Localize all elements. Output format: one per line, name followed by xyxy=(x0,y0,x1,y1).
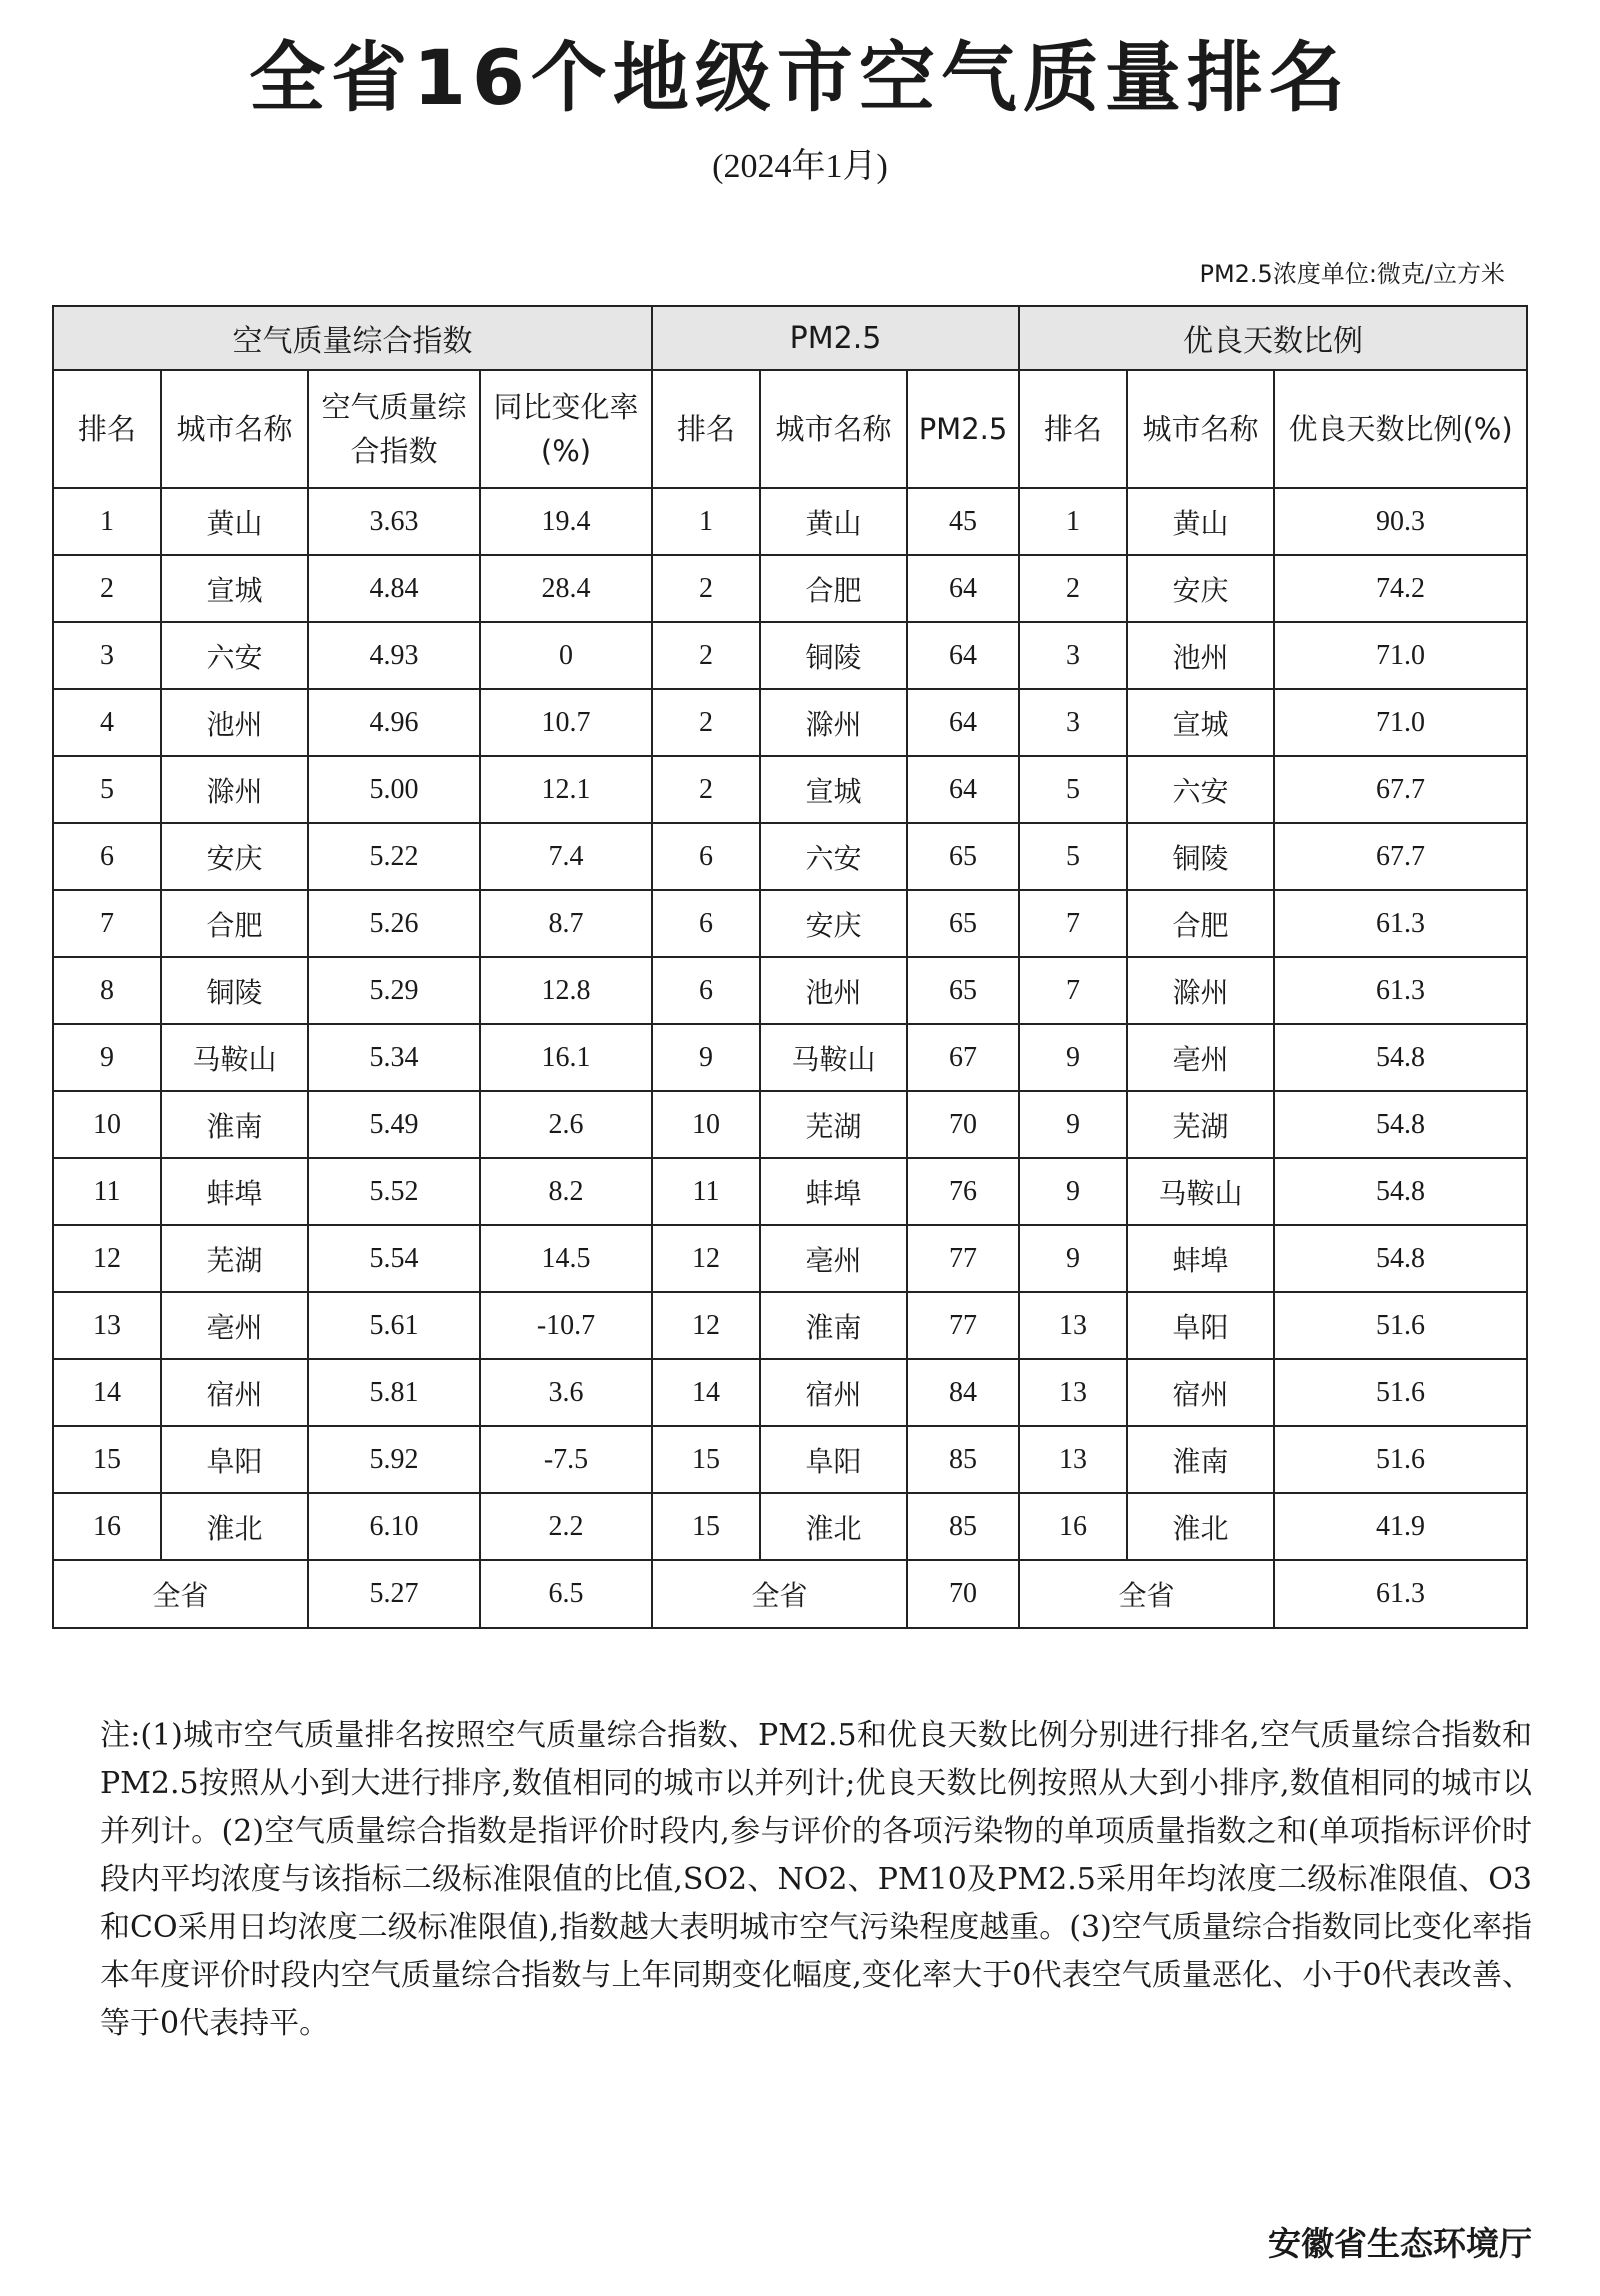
cell-aqi-city: 芜湖 xyxy=(161,1225,308,1292)
cell-aqi-rank: 3 xyxy=(53,622,161,689)
cell-aqi-index: 3.63 xyxy=(308,488,480,555)
cell-pm-rank: 14 xyxy=(652,1359,760,1426)
cell-aqi-city: 黄山 xyxy=(161,488,308,555)
cell-good-ratio: 71.0 xyxy=(1274,689,1527,756)
cell-aqi-rank: 10 xyxy=(53,1091,161,1158)
cell-good-city: 芜湖 xyxy=(1127,1091,1274,1158)
cell-good-city: 池州 xyxy=(1127,622,1274,689)
total-aqi-index: 5.27 xyxy=(308,1560,480,1628)
cell-aqi-change: 8.2 xyxy=(480,1158,652,1225)
cell-aqi-city: 宣城 xyxy=(161,555,308,622)
cell-pm-rank: 2 xyxy=(652,622,760,689)
cell-pm-city: 宿州 xyxy=(760,1359,907,1426)
cell-good-rank: 13 xyxy=(1019,1359,1127,1426)
table-row xyxy=(53,689,1527,756)
total-pm: 70 xyxy=(907,1560,1019,1628)
cell-good-ratio: 71.0 xyxy=(1274,622,1527,689)
cell-aqi-city: 淮北 xyxy=(161,1493,308,1560)
cell-aqi-index: 5.22 xyxy=(308,823,480,890)
cell-aqi-city: 安庆 xyxy=(161,823,308,890)
cell-aqi-city: 淮南 xyxy=(161,1091,308,1158)
table-row xyxy=(53,488,1527,555)
cell-good-city: 六安 xyxy=(1127,756,1274,823)
cell-good-ratio: 67.7 xyxy=(1274,756,1527,823)
cell-pm-value: 85 xyxy=(907,1493,1019,1560)
col-header-city: 城市名称 xyxy=(1127,370,1274,488)
cell-aqi-change: -10.7 xyxy=(480,1292,652,1359)
cell-good-ratio: 41.9 xyxy=(1274,1493,1527,1560)
cell-pm-city: 淮南 xyxy=(760,1292,907,1359)
cell-good-city: 马鞍山 xyxy=(1127,1158,1274,1225)
cell-good-rank: 13 xyxy=(1019,1292,1127,1359)
cell-aqi-change: 12.1 xyxy=(480,756,652,823)
cell-aqi-change: 0 xyxy=(480,622,652,689)
cell-pm-value: 65 xyxy=(907,823,1019,890)
cell-good-rank: 5 xyxy=(1019,823,1127,890)
cell-good-ratio: 74.2 xyxy=(1274,555,1527,622)
cell-aqi-rank: 12 xyxy=(53,1225,161,1292)
cell-aqi-index: 5.00 xyxy=(308,756,480,823)
cell-pm-city: 马鞍山 xyxy=(760,1024,907,1091)
col-header-yoy: 同比变化率(%) xyxy=(480,370,652,488)
cell-pm-city: 铜陵 xyxy=(760,622,907,689)
cell-aqi-rank: 7 xyxy=(53,890,161,957)
cell-aqi-city: 铜陵 xyxy=(161,957,308,1024)
cell-aqi-city: 亳州 xyxy=(161,1292,308,1359)
cell-good-rank: 9 xyxy=(1019,1091,1127,1158)
cell-aqi-city: 马鞍山 xyxy=(161,1024,308,1091)
cell-aqi-city: 宿州 xyxy=(161,1359,308,1426)
cell-pm-rank: 11 xyxy=(652,1158,760,1225)
cell-good-ratio: 54.8 xyxy=(1274,1225,1527,1292)
cell-pm-value: 64 xyxy=(907,689,1019,756)
cell-good-ratio: 61.3 xyxy=(1274,890,1527,957)
cell-aqi-change: 2.2 xyxy=(480,1493,652,1560)
table-row xyxy=(53,957,1527,1024)
cell-aqi-rank: 8 xyxy=(53,957,161,1024)
cell-pm-city: 黄山 xyxy=(760,488,907,555)
cell-aqi-index: 5.29 xyxy=(308,957,480,1024)
cell-good-rank: 9 xyxy=(1019,1225,1127,1292)
cell-good-rank: 7 xyxy=(1019,890,1127,957)
cell-aqi-rank: 5 xyxy=(53,756,161,823)
col-header-rank: 排名 xyxy=(1019,370,1127,488)
total-good-ratio: 61.3 xyxy=(1274,1560,1527,1628)
cell-pm-value: 77 xyxy=(907,1292,1019,1359)
table-row xyxy=(53,1493,1527,1560)
cell-pm-rank: 10 xyxy=(652,1091,760,1158)
cell-good-rank: 5 xyxy=(1019,756,1127,823)
group-header-good: 优良天数比例 xyxy=(1019,306,1527,370)
cell-aqi-city: 蚌埠 xyxy=(161,1158,308,1225)
cell-pm-city: 亳州 xyxy=(760,1225,907,1292)
cell-pm-value: 85 xyxy=(907,1426,1019,1493)
cell-pm-rank: 2 xyxy=(652,555,760,622)
cell-pm-value: 65 xyxy=(907,890,1019,957)
table-body xyxy=(53,488,1527,1560)
cell-pm-rank: 6 xyxy=(652,823,760,890)
cell-good-city: 黄山 xyxy=(1127,488,1274,555)
cell-aqi-city: 六安 xyxy=(161,622,308,689)
cell-pm-value: 67 xyxy=(907,1024,1019,1091)
total-label: 全省 xyxy=(53,1560,308,1628)
cell-good-ratio: 54.8 xyxy=(1274,1024,1527,1091)
cell-aqi-index: 5.49 xyxy=(308,1091,480,1158)
cell-good-ratio: 90.3 xyxy=(1274,488,1527,555)
page-title: 全省16个地级市空气质量排名 xyxy=(249,33,1351,122)
cell-good-rank: 3 xyxy=(1019,622,1127,689)
cell-aqi-index: 5.34 xyxy=(308,1024,480,1091)
cell-pm-rank: 2 xyxy=(652,689,760,756)
cell-good-ratio: 51.6 xyxy=(1274,1292,1527,1359)
cell-aqi-change: 7.4 xyxy=(480,823,652,890)
cell-aqi-change: 16.1 xyxy=(480,1024,652,1091)
cell-good-rank: 16 xyxy=(1019,1493,1127,1560)
cell-aqi-rank: 11 xyxy=(53,1158,161,1225)
cell-aqi-rank: 14 xyxy=(53,1359,161,1426)
cell-good-rank: 2 xyxy=(1019,555,1127,622)
cell-good-ratio: 51.6 xyxy=(1274,1426,1527,1493)
cell-pm-rank: 15 xyxy=(652,1426,760,1493)
footnotes-text: 注:(1)城市空气质量排名按照空气质量综合指数、PM2.5和优良天数比例分别进行排名,空气质量综合指数和PM2.5按照从小到大进行排序,数值相同的城市以并列计;优良天数比例按照从大到小排序,数值相同的城市以并列计。(2)空气质量综合指数是指评价时段内,参与评价的各项污染物的单项质量指数之和(单项指标评价时段内平均浓度与该指标二级标准限值的比值,SO2、NO2、PM10及PM2.5采用年均浓度二级标准限值、O3和CO采用日均浓度二级标准限值),指数越大表明城市空气污染程度越重。(3)空气质量综合指数同比变化率指本年度评价时段内空气质量综合指数与上年同期变化幅度,变化率大于0代表空气质量恶化、小于0代表改善、等于0代表持平。 xyxy=(100,1718,1532,2041)
cell-aqi-index: 5.26 xyxy=(308,890,480,957)
cell-aqi-index: 5.52 xyxy=(308,1158,480,1225)
cell-pm-city: 宣城 xyxy=(760,756,907,823)
cell-pm-rank: 9 xyxy=(652,1024,760,1091)
cell-good-rank: 3 xyxy=(1019,689,1127,756)
cell-aqi-rank: 4 xyxy=(53,689,161,756)
col-header-pm: PM2.5 xyxy=(907,370,1019,488)
cell-aqi-change: 8.7 xyxy=(480,890,652,957)
table-row xyxy=(53,756,1527,823)
cell-pm-city: 滁州 xyxy=(760,689,907,756)
cell-aqi-change: 10.7 xyxy=(480,689,652,756)
cell-aqi-rank: 1 xyxy=(53,488,161,555)
group-header-pm: PM2.5 xyxy=(652,306,1019,370)
cell-pm-rank: 2 xyxy=(652,756,760,823)
cell-aqi-index: 4.96 xyxy=(308,689,480,756)
cell-good-ratio: 54.8 xyxy=(1274,1158,1527,1225)
cell-pm-rank: 6 xyxy=(652,957,760,1024)
col-header-rank: 排名 xyxy=(652,370,760,488)
cell-pm-city: 阜阳 xyxy=(760,1426,907,1493)
table-row xyxy=(53,890,1527,957)
cell-aqi-index: 6.10 xyxy=(308,1493,480,1560)
cell-aqi-index: 5.92 xyxy=(308,1426,480,1493)
cell-aqi-index: 4.84 xyxy=(308,555,480,622)
cell-pm-city: 蚌埠 xyxy=(760,1158,907,1225)
cell-aqi-change: 28.4 xyxy=(480,555,652,622)
total-label: 全省 xyxy=(652,1560,907,1628)
cell-aqi-city: 合肥 xyxy=(161,890,308,957)
cell-aqi-change: 14.5 xyxy=(480,1225,652,1292)
ranking-table xyxy=(52,305,1528,1629)
table-row xyxy=(53,622,1527,689)
table-row xyxy=(53,1292,1527,1359)
cell-aqi-change: 19.4 xyxy=(480,488,652,555)
table-row xyxy=(53,1426,1527,1493)
footnotes xyxy=(100,1712,1532,2048)
cell-good-city: 蚌埠 xyxy=(1127,1225,1274,1292)
cell-aqi-rank: 16 xyxy=(53,1493,161,1560)
table-row xyxy=(53,1225,1527,1292)
col-header-city: 城市名称 xyxy=(760,370,907,488)
table-row xyxy=(53,1091,1527,1158)
cell-pm-rank: 12 xyxy=(652,1292,760,1359)
cell-good-rank: 13 xyxy=(1019,1426,1127,1493)
cell-aqi-rank: 6 xyxy=(53,823,161,890)
cell-good-rank: 9 xyxy=(1019,1158,1127,1225)
cell-good-city: 宣城 xyxy=(1127,689,1274,756)
cell-good-ratio: 51.6 xyxy=(1274,1359,1527,1426)
cell-aqi-rank: 15 xyxy=(53,1426,161,1493)
cell-pm-value: 77 xyxy=(907,1225,1019,1292)
unit-note: PM2.5浓度单位:微克/立方米 xyxy=(1199,260,1505,288)
cell-aqi-rank: 9 xyxy=(53,1024,161,1091)
cell-pm-value: 64 xyxy=(907,756,1019,823)
col-header-city: 城市名称 xyxy=(161,370,308,488)
table-row xyxy=(53,555,1527,622)
cell-good-ratio: 54.8 xyxy=(1274,1091,1527,1158)
cell-aqi-index: 5.61 xyxy=(308,1292,480,1359)
cell-pm-city: 六安 xyxy=(760,823,907,890)
cell-aqi-city: 池州 xyxy=(161,689,308,756)
col-header-rank: 排名 xyxy=(53,370,161,488)
cell-good-city: 宿州 xyxy=(1127,1359,1274,1426)
cell-pm-value: 64 xyxy=(907,622,1019,689)
group-header-aqi: 空气质量综合指数 xyxy=(53,306,652,370)
cell-pm-city: 芜湖 xyxy=(760,1091,907,1158)
cell-good-city: 阜阳 xyxy=(1127,1292,1274,1359)
cell-good-rank: 9 xyxy=(1019,1024,1127,1091)
cell-good-rank: 7 xyxy=(1019,957,1127,1024)
table-row xyxy=(53,1024,1527,1091)
cell-aqi-index: 5.54 xyxy=(308,1225,480,1292)
page-subtitle: (2024年1月) xyxy=(712,148,888,185)
cell-pm-city: 合肥 xyxy=(760,555,907,622)
cell-good-city: 铜陵 xyxy=(1127,823,1274,890)
cell-aqi-rank: 2 xyxy=(53,555,161,622)
cell-aqi-change: -7.5 xyxy=(480,1426,652,1493)
table-row xyxy=(53,1359,1527,1426)
cell-good-city: 安庆 xyxy=(1127,555,1274,622)
cell-aqi-city: 滁州 xyxy=(161,756,308,823)
total-label: 全省 xyxy=(1019,1560,1274,1628)
cell-pm-value: 65 xyxy=(907,957,1019,1024)
cell-pm-rank: 15 xyxy=(652,1493,760,1560)
cell-pm-value: 45 xyxy=(907,488,1019,555)
cell-pm-value: 84 xyxy=(907,1359,1019,1426)
cell-pm-value: 70 xyxy=(907,1091,1019,1158)
cell-good-city: 合肥 xyxy=(1127,890,1274,957)
cell-aqi-index: 4.93 xyxy=(308,622,480,689)
col-header-good-ratio: 优良天数比例(%) xyxy=(1274,370,1527,488)
cell-pm-value: 64 xyxy=(907,555,1019,622)
cell-pm-rank: 6 xyxy=(652,890,760,957)
issuer: 安徽省生态环境厅 xyxy=(1268,2224,1532,2263)
cell-aqi-change: 12.8 xyxy=(480,957,652,1024)
cell-good-city: 淮北 xyxy=(1127,1493,1274,1560)
cell-pm-rank: 12 xyxy=(652,1225,760,1292)
cell-pm-city: 淮北 xyxy=(760,1493,907,1560)
cell-good-city: 淮南 xyxy=(1127,1426,1274,1493)
cell-aqi-change: 2.6 xyxy=(480,1091,652,1158)
cell-aqi-rank: 13 xyxy=(53,1292,161,1359)
cell-good-ratio: 61.3 xyxy=(1274,957,1527,1024)
col-header-aqi-index: 空气质量综合指数 xyxy=(308,370,480,488)
cell-aqi-index: 5.81 xyxy=(308,1359,480,1426)
table-row xyxy=(53,1158,1527,1225)
cell-good-ratio: 67.7 xyxy=(1274,823,1527,890)
cell-pm-city: 池州 xyxy=(760,957,907,1024)
total-row xyxy=(53,1560,1527,1628)
cell-good-rank: 1 xyxy=(1019,488,1127,555)
cell-good-city: 亳州 xyxy=(1127,1024,1274,1091)
cell-pm-rank: 1 xyxy=(652,488,760,555)
cell-aqi-city: 阜阳 xyxy=(161,1426,308,1493)
cell-pm-city: 安庆 xyxy=(760,890,907,957)
cell-good-city: 滁州 xyxy=(1127,957,1274,1024)
cell-aqi-change: 3.6 xyxy=(480,1359,652,1426)
table-row xyxy=(53,823,1527,890)
total-aqi-change: 6.5 xyxy=(480,1560,652,1628)
cell-pm-value: 76 xyxy=(907,1158,1019,1225)
